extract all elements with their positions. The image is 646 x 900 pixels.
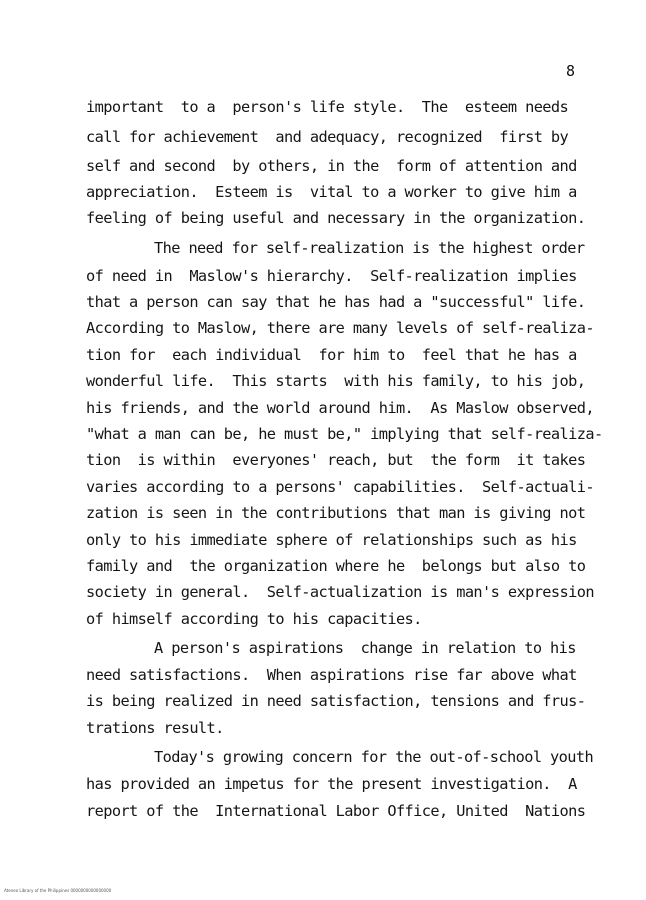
body-line: A person's aspirations change in relation to his [154, 639, 576, 657]
body-line: of need in Maslow's hierarchy. Self-realization implies [86, 267, 577, 285]
body-line: self and second by others, in the form of attention and [86, 157, 577, 175]
body-line: society in general. Self-actualization is man's expression [86, 583, 594, 601]
body-line: only to his immediate sphere of relationships such as his [86, 531, 577, 549]
body-line: report of the International Labor Office, United Nations [86, 802, 586, 820]
body-line: varies according to a persons' capabilities. Self-actuali- [86, 478, 594, 496]
body-line: tion is within everyones' reach, but the form it takes [86, 451, 586, 469]
body-line: family and the organization where he belongs but also to [86, 557, 586, 575]
body-line: tion for each individual for him to feel that he has a [86, 346, 577, 364]
body-line: Today's growing concern for the out-of-school youth [154, 748, 594, 766]
body-line: call for achievement and adequacy, recognized first by [86, 128, 569, 146]
body-line: appreciation. Esteem is vital to a worker to give him a [86, 183, 577, 201]
body-line: "what a man can be, he must be," implying that self-realiza- [86, 425, 603, 443]
body-line: wonderful life. This starts with his family, to his job, [86, 372, 586, 390]
body-line: has provided an impetus for the present investigation. A [86, 775, 577, 793]
body-line: According to Maslow, there are many levels of self-realiza- [86, 319, 594, 337]
body-line: feeling of being useful and necessary in the organization. [86, 209, 586, 227]
body-line: of himself according to his capacities. [86, 610, 422, 628]
body-line: zation is seen in the contributions that man is giving not [86, 504, 586, 522]
body-line: need satisfactions. When aspirations rise far above what [86, 666, 577, 684]
body-line: his friends, and the world around him. As Maslow observed, [86, 399, 594, 417]
body-line: is being realized in need satisfaction, tensions and frus- [86, 692, 586, 710]
body-line: The need for self-realization is the highest order [154, 239, 585, 257]
archive-footer-note: Ateneo Library of the Philippines 0000000000000000 [4, 888, 112, 893]
body-line: trations result. [86, 719, 224, 737]
body-line: important to a person's life style. The esteem needs [86, 98, 569, 116]
page-number: 8 [566, 62, 576, 80]
body-line: that a person can say that he has had a "successful" life. [86, 293, 586, 311]
